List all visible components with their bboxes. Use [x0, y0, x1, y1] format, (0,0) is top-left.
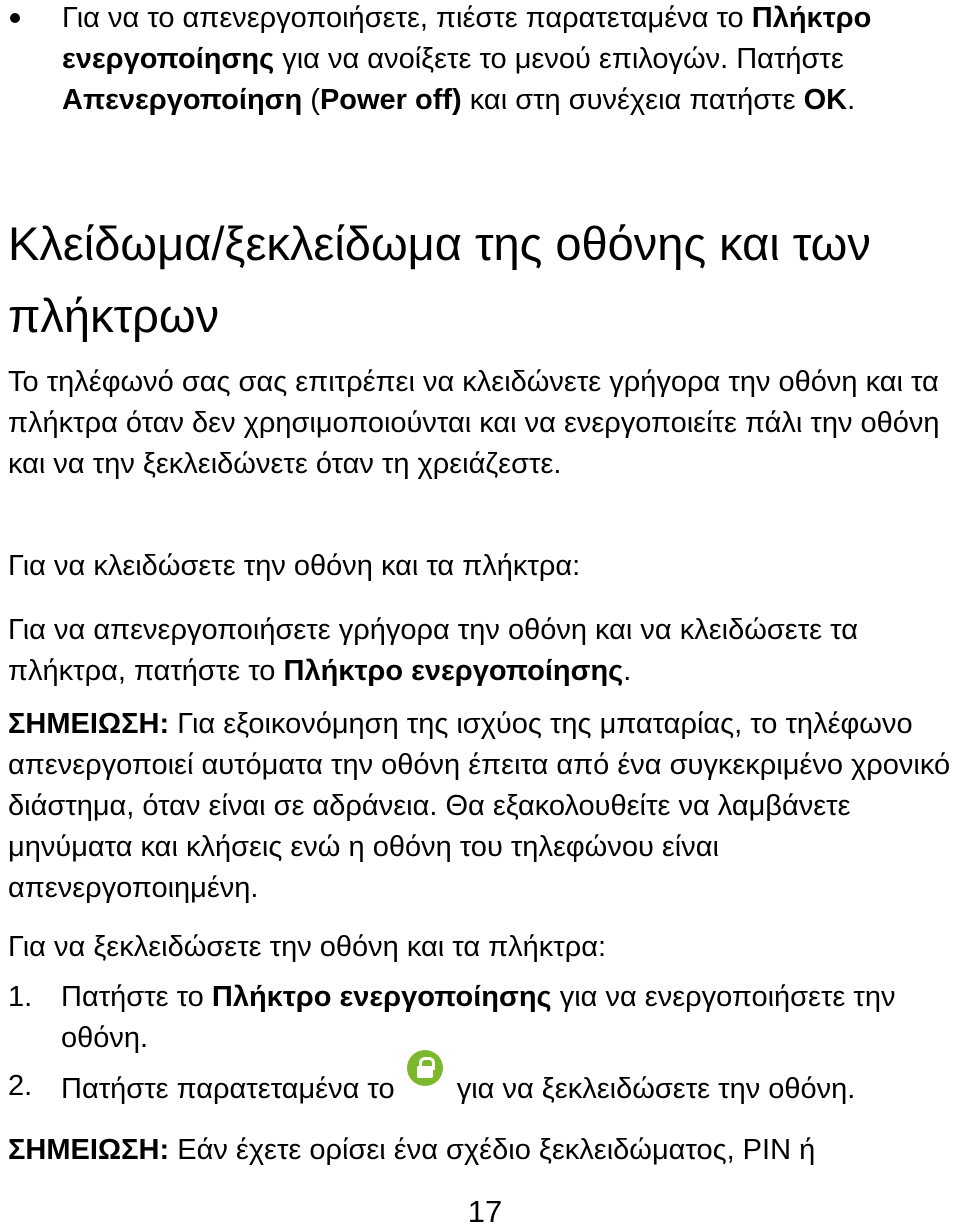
note2-paragraph: ΣΗΜΕΙΩΣΗ: Εάν έχετε ορίσει ένα σχέδιο ξεκλειδώματος, PIN ή — [8, 1134, 816, 1166]
note-label: ΣΗΜΕΙΩΣΗ: — [8, 708, 170, 740]
page-number: 17 — [467, 1194, 503, 1229]
bullet-dot — [10, 13, 20, 23]
step-number: 1. — [8, 981, 33, 1013]
bullet-text: Για να το απενεργοποιήσετε, πιέστε παρατεταμένα το Πλήκτρο ενεργοποίησης για να ανοίξετε το μενού επιλογών. Πατήστε Απενεργοποίηση (Power off) και στη συνέχεια πατήστε OK. — [62, 2, 872, 116]
unlock-subheading: Για να ξεκλειδώσετε την οθόνη και τα πλήκτρα: — [8, 931, 607, 963]
power-off-term: Απενεργοποίηση — [62, 84, 303, 116]
lock-paragraph: Για να απενεργοποιήσετε γρήγορα την οθόνη και να κλειδώσετε τα πλήκτρα, πατήστε το Πλήκτρο ενεργοποίησης. — [8, 614, 858, 687]
power-off-english: Power off) — [319, 84, 462, 116]
note-paragraph: ΣΗΜΕΙΩΣΗ: Για εξοικονόμηση της ισχύος της μπαταρίας, το τηλέφωνο απενεργοποιεί αυτόματα την οθόνη έπειτα από ένα συγκεκριμένο χρονικό διάστημα, όταν είναι σε αδράνεια. Θα εξακολουθείτε να λαμβάνετε μηνύματα και κλήσεις ενώ η οθόνη του τηλεφώνου είναι απενεργοποιημένη. — [8, 708, 951, 904]
power-key-term: Πλήκτρο ενεργοποίησης — [283, 655, 624, 687]
intro-paragraph: Το τηλέφωνό σας σας επιτρέπει να κλειδώνετε γρήγορα την οθόνη και τα πλήκτρα όταν δεν χρησιμοποιούνται και να ενεργοποιείτε πάλι την οθόνη και να την ξεκλειδώνετε όταν τη χρειάζεστε. — [8, 366, 940, 480]
ok-term: OK — [803, 84, 848, 116]
step-number: 2. — [8, 1070, 33, 1102]
power-key-term: Πλήκτρο ενεργοποίησης — [211, 981, 552, 1013]
power-key-term: Πλήκτρο ενεργοποίησης — [62, 2, 872, 75]
unlock-icon — [407, 1050, 443, 1086]
lock-subheading: Για να κλειδώσετε την οθόνη και τα πλήκτρα: — [8, 550, 581, 582]
step-text: Πατήστε το Πλήκτρο ενεργοποίησης για να ενεργοποιήσετε την οθόνη. — [61, 981, 896, 1054]
step-text: Πατήστε παρατεταμένα το για να ξεκλειδώσετε την οθόνη. — [61, 1066, 956, 1110]
section-heading: Κλείδωμα/ξεκλείδωμα της οθόνης και των πλήκτρων — [8, 217, 871, 342]
note-label: ΣΗΜΕΙΩΣΗ: — [8, 1134, 170, 1166]
